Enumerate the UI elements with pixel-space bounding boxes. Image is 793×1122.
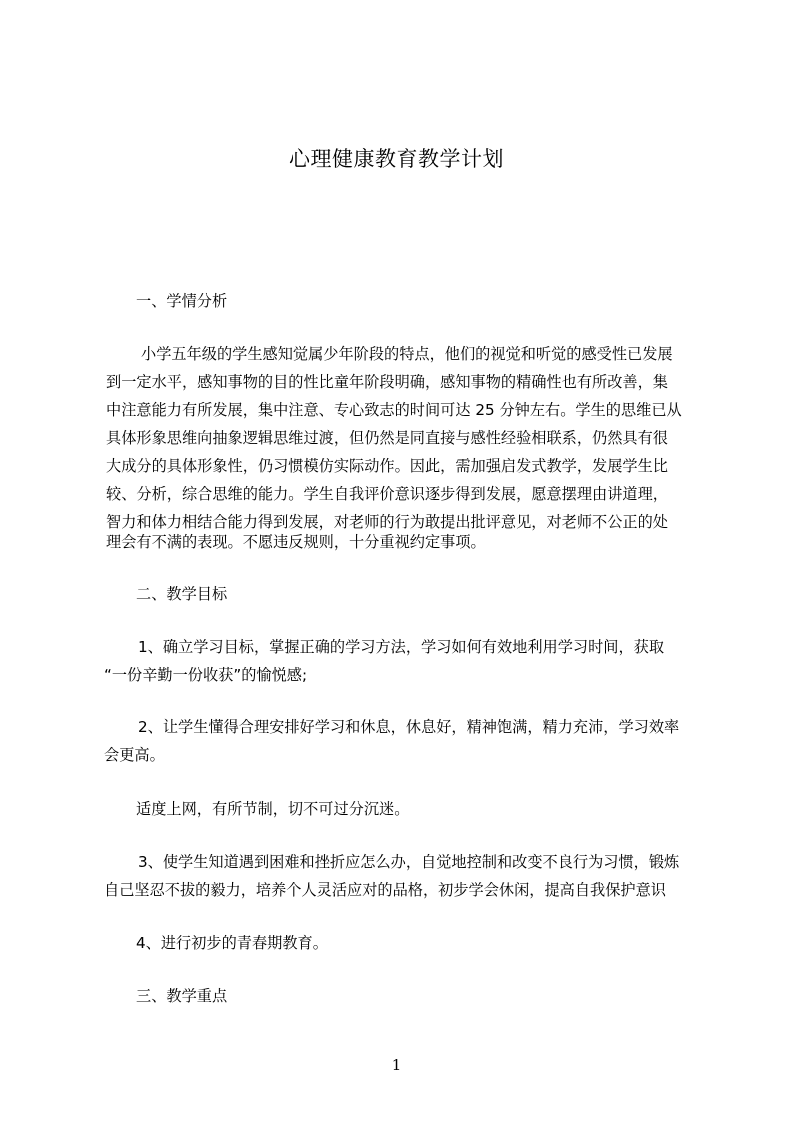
page-number: 1 (391, 1056, 402, 1074)
paragraph-line: 理会有不满的表现。不愿违反规则，十分重视约定事项。 (106, 533, 486, 551)
paragraph-line: 较、分析，综合思维的能力。学生自我评价意识逐步得到发展，愿意摆理由讲道理， (106, 485, 668, 503)
goal-item-2-line: 2、让学生懂得合理安排好学习和休息，休息好，精神饱满，精力充沛，学习效率 (138, 718, 680, 736)
paragraph-line: 具体形象思维向抽象逻辑思维过渡，但仍然是同直接与感性经验相联系，仍然具有很 (106, 429, 668, 447)
goal-item-1-line: “一份辛勤一份收获”的愉悦感; (104, 666, 308, 684)
goal-item-1-line: 1、确立学习目标，掌握正确的学习方法，学习如何有效地利用学习时间，获取 (138, 638, 665, 656)
goal-item-3-line: 3、使学生知道遇到困难和挫折应怎么办，自觉地控制和改变不良行为习惯，锻炼 (138, 853, 680, 871)
section-heading-1: 一、学情分析 (136, 292, 228, 310)
paragraph-line: 小学五年级的学生感知觉属少年阶段的特点，他们的视觉和听觉的感受性已发展 (141, 345, 673, 363)
paragraph-line: 到一定水平，感知事物的目的性比童年阶段明确，感知事物的精确性也有所改善，集 (106, 373, 668, 391)
paragraph-line: 智力和体力相结合能力得到发展，对老师的行为敢提出批评意见，对老师不公正的处 (106, 513, 668, 531)
paragraph-line: 大成分的具体形象性，仍习惯模仿实际动作。因此，需加强启发式教学，发展学生比 (106, 457, 668, 475)
section-heading-2: 二、教学目标 (136, 585, 228, 603)
goal-item-2-note: 适度上网，有所节制，切不可过分沉迷。 (136, 800, 410, 818)
goal-item-4: 4、进行初步的青春期教育。 (136, 934, 328, 952)
document-title: 心理健康教育教学计划 (289, 147, 504, 171)
goal-item-2-line: 会更高。 (104, 746, 165, 764)
goal-item-3-line: 自己坚忍不拔的毅力，培养个人灵活应对的品格，初步学会休闲，提高自我保护意识 (104, 881, 666, 899)
paragraph-line: 中注意能力有所发展，集中注意、专心致志的时间可达 25 分钟左右。学生的思维已从 (106, 401, 682, 419)
section-heading-3: 三、教学重点 (136, 987, 228, 1005)
